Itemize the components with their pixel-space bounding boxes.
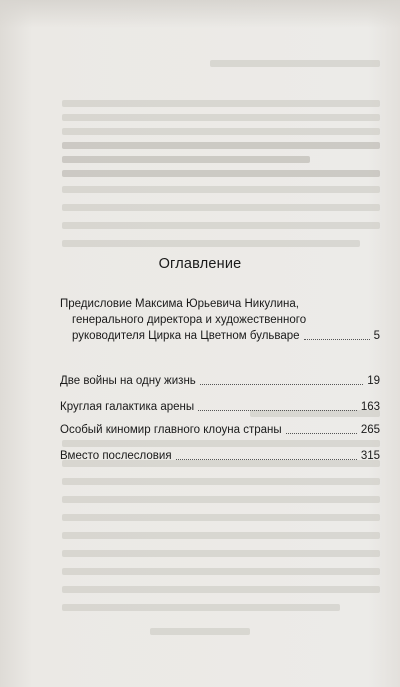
bleed-through-line bbox=[62, 114, 380, 121]
bleed-through-line bbox=[62, 514, 380, 521]
bleed-through-line bbox=[62, 586, 380, 593]
toc-entry-two-wars[interactable] bbox=[60, 373, 380, 389]
toc-page-number: 19 bbox=[367, 375, 380, 387]
bleed-through-line bbox=[62, 532, 380, 539]
dot-leader bbox=[286, 432, 357, 434]
bleed-through-line bbox=[150, 628, 250, 635]
bleed-through-line bbox=[62, 204, 380, 211]
toc-entry-text: Особый киномир главного клоуна страны bbox=[60, 424, 282, 436]
toc-page-number: 265 bbox=[360, 424, 380, 436]
bleed-through-line bbox=[62, 550, 380, 557]
toc-entry-leader-row bbox=[60, 328, 380, 344]
bleed-through-line bbox=[62, 568, 380, 575]
toc-page-number: 5 bbox=[373, 330, 380, 342]
bleed-through-line bbox=[62, 100, 380, 107]
toc-entry-text: Предисловие Максима Юрьевича Никулина, bbox=[60, 298, 299, 310]
bleed-through-line bbox=[62, 478, 380, 485]
toc-entry-text: руководителя Цирка на Цветном бульваре bbox=[72, 330, 300, 342]
dot-leader bbox=[176, 458, 357, 460]
bleed-through-line bbox=[62, 496, 380, 503]
toc-entry-leader-row bbox=[60, 373, 380, 389]
scan-edge-shadow bbox=[0, 0, 400, 28]
bleed-through-line bbox=[62, 128, 380, 135]
toc-title: Оглавление bbox=[158, 256, 242, 272]
bleed-through-line bbox=[62, 240, 360, 247]
toc-entry-afterword[interactable] bbox=[60, 448, 380, 464]
toc-entry-leader-row bbox=[60, 399, 380, 415]
bleed-through-line bbox=[210, 60, 380, 67]
toc-entry-text: Круглая галактика арены bbox=[60, 401, 195, 413]
bleed-through-line bbox=[62, 142, 380, 149]
toc-entry-text: Две войны на одну жизнь bbox=[60, 375, 196, 387]
dot-leader bbox=[200, 383, 363, 385]
bleed-through-line bbox=[62, 440, 380, 447]
toc-entry-film-world[interactable] bbox=[60, 422, 380, 438]
dot-leader bbox=[304, 338, 370, 340]
toc-entry-text: генерального директора и художественного bbox=[72, 314, 307, 326]
bleed-through-line bbox=[62, 170, 380, 177]
toc-entry-leader-row bbox=[60, 448, 380, 464]
toc-page-number: 315 bbox=[360, 450, 380, 462]
toc-page-number: 163 bbox=[360, 401, 380, 413]
bleed-through-line bbox=[62, 186, 380, 193]
toc-entry-preface[interactable] bbox=[60, 296, 380, 344]
bleed-through-line bbox=[62, 156, 310, 163]
toc-entry-arena-galaxy[interactable] bbox=[60, 399, 380, 415]
bleed-through-line bbox=[62, 604, 340, 611]
toc-entry-text: Вместо послесловия bbox=[60, 450, 172, 462]
bleed-through-line bbox=[62, 222, 380, 229]
dot-leader bbox=[198, 409, 357, 411]
toc-entry-leader-row bbox=[60, 422, 380, 438]
